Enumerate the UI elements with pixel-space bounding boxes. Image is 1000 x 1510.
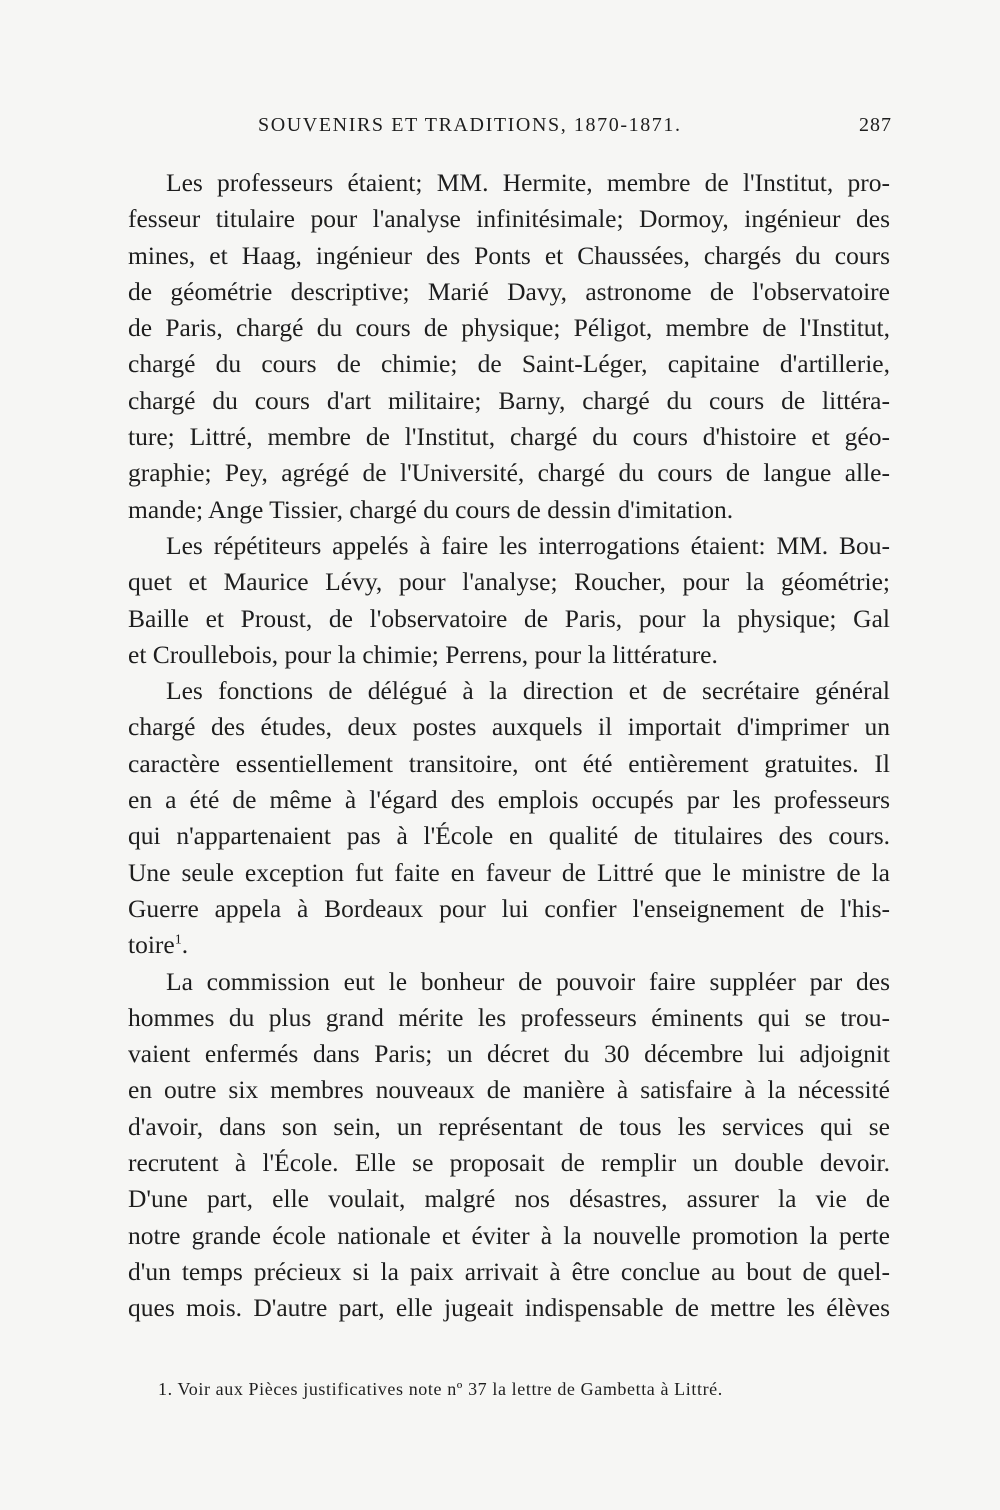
text-line: quet et Maurice Lévy, pour l'analyse; Roucher, pour la géométrie; xyxy=(128,567,890,597)
text-line: qui n'appartenaient pas à l'École en qualité de titulaires des cours. xyxy=(128,821,890,851)
text-line: d'avoir, dans son sein, un représentant de tous les services qui se xyxy=(128,1111,890,1141)
text-line: Les professeurs étaient; MM. Hermite, membre de l'Institut, pro- xyxy=(166,168,890,197)
running-title: SOUVENIRS ET TRADITIONS, 1870-1871. xyxy=(258,114,682,136)
text-line: vaient enfermés dans Paris; un décret du 30 décembre lui adjoignit xyxy=(128,1039,890,1069)
text-line: notre grande école nationale et éviter à la nouvelle promotion la perte xyxy=(128,1220,890,1250)
text-line: de géométrie descriptive; Marié Davy, astronome de l'observatoire xyxy=(128,276,890,306)
text-line: graphie; Pey, agrégé de l'Université, chargé du cours de langue alle- xyxy=(128,458,890,488)
text-line: recrutent à l'École. Elle se proposait de remplir un double devoir. xyxy=(128,1148,890,1178)
footnote: 1. Voir aux Pièces justificatives note nº 37 la lettre de Gambetta à Littré. xyxy=(158,1379,723,1399)
text-line: d'un temps précieux si la paix arrivait à être conclue au bout de quel- xyxy=(128,1256,890,1286)
text-line: en outre six membres nouveaux de manière à satisfaire à la nécessité xyxy=(128,1075,890,1105)
paragraph-commission xyxy=(128,964,890,1327)
text-line-with-footnote-ref xyxy=(128,927,890,963)
text-line: chargé du cours d'art militaire; Barny, chargé du cours de littéra- xyxy=(128,385,890,415)
text-fragment: toire xyxy=(128,930,175,960)
text-line: La commission eut le bonheur de pouvoir faire suppléer par des xyxy=(166,966,890,996)
text-line: ture; Littré, membre de l'Institut, chargé du cours d'histoire et géo- xyxy=(128,422,890,452)
text-line: ques mois. D'autre part, elle jugeait indispensable de mettre les élèves xyxy=(128,1293,890,1323)
text-line: chargé des études, deux postes auxquels il importait d'imprimer un xyxy=(128,712,890,742)
text-line: Les fonctions de délégué à la direction et de secrétaire général xyxy=(166,676,890,706)
text-line: Baille et Proust, de l'observatoire de Paris, pour la physique; Gal xyxy=(128,603,890,633)
text-line: Les répétiteurs appelés à faire les interrogations étaient: MM. Bou- xyxy=(166,530,890,560)
page-number: 287 xyxy=(859,114,892,136)
text-line: Guerre appela à Bordeaux pour lui confier l'enseignement de l'his- xyxy=(128,893,890,923)
paragraph-fonctions xyxy=(128,673,890,963)
text-line: D'une part, elle voulait, malgré nos désastres, assurer la vie de xyxy=(128,1184,890,1214)
footnote-reference: 1 xyxy=(174,932,182,948)
text-line: mande; Ange Tissier, chargé du cours de dessin d'imitation. xyxy=(128,494,734,524)
paragraph-professors xyxy=(128,165,890,528)
text-fragment: . xyxy=(181,930,189,960)
text-line: caractère essentiellement transitoire, ont été entièrement gratuites. Il xyxy=(128,748,890,778)
text-line: hommes du plus grand mérite les professeurs éminents qui se trou- xyxy=(128,1002,890,1032)
paragraph-repetiteurs xyxy=(128,528,890,673)
text-line: chargé du cours de chimie; de Saint-Léger, capitaine d'artillerie, xyxy=(128,349,890,379)
text-line: fesseur titulaire pour l'analyse infinitésimale; Dormoy, ingénieur des xyxy=(128,204,890,234)
body-text xyxy=(128,165,890,1327)
text-line: et Croullebois, pour la chimie; Perrens, pour la littérature. xyxy=(128,639,718,669)
text-line: mines, et Haag, ingénieur des Ponts et Chaussées, chargés du cours xyxy=(128,240,890,270)
text-line: en a été de même à l'égard des emplois occupés par les professeurs xyxy=(128,785,890,815)
text-line: Une seule exception fut faite en faveur de Littré que le ministre de la xyxy=(128,857,890,887)
text-line: de Paris, chargé du cours de physique; Péligot, membre de l'Institut, xyxy=(128,313,890,343)
